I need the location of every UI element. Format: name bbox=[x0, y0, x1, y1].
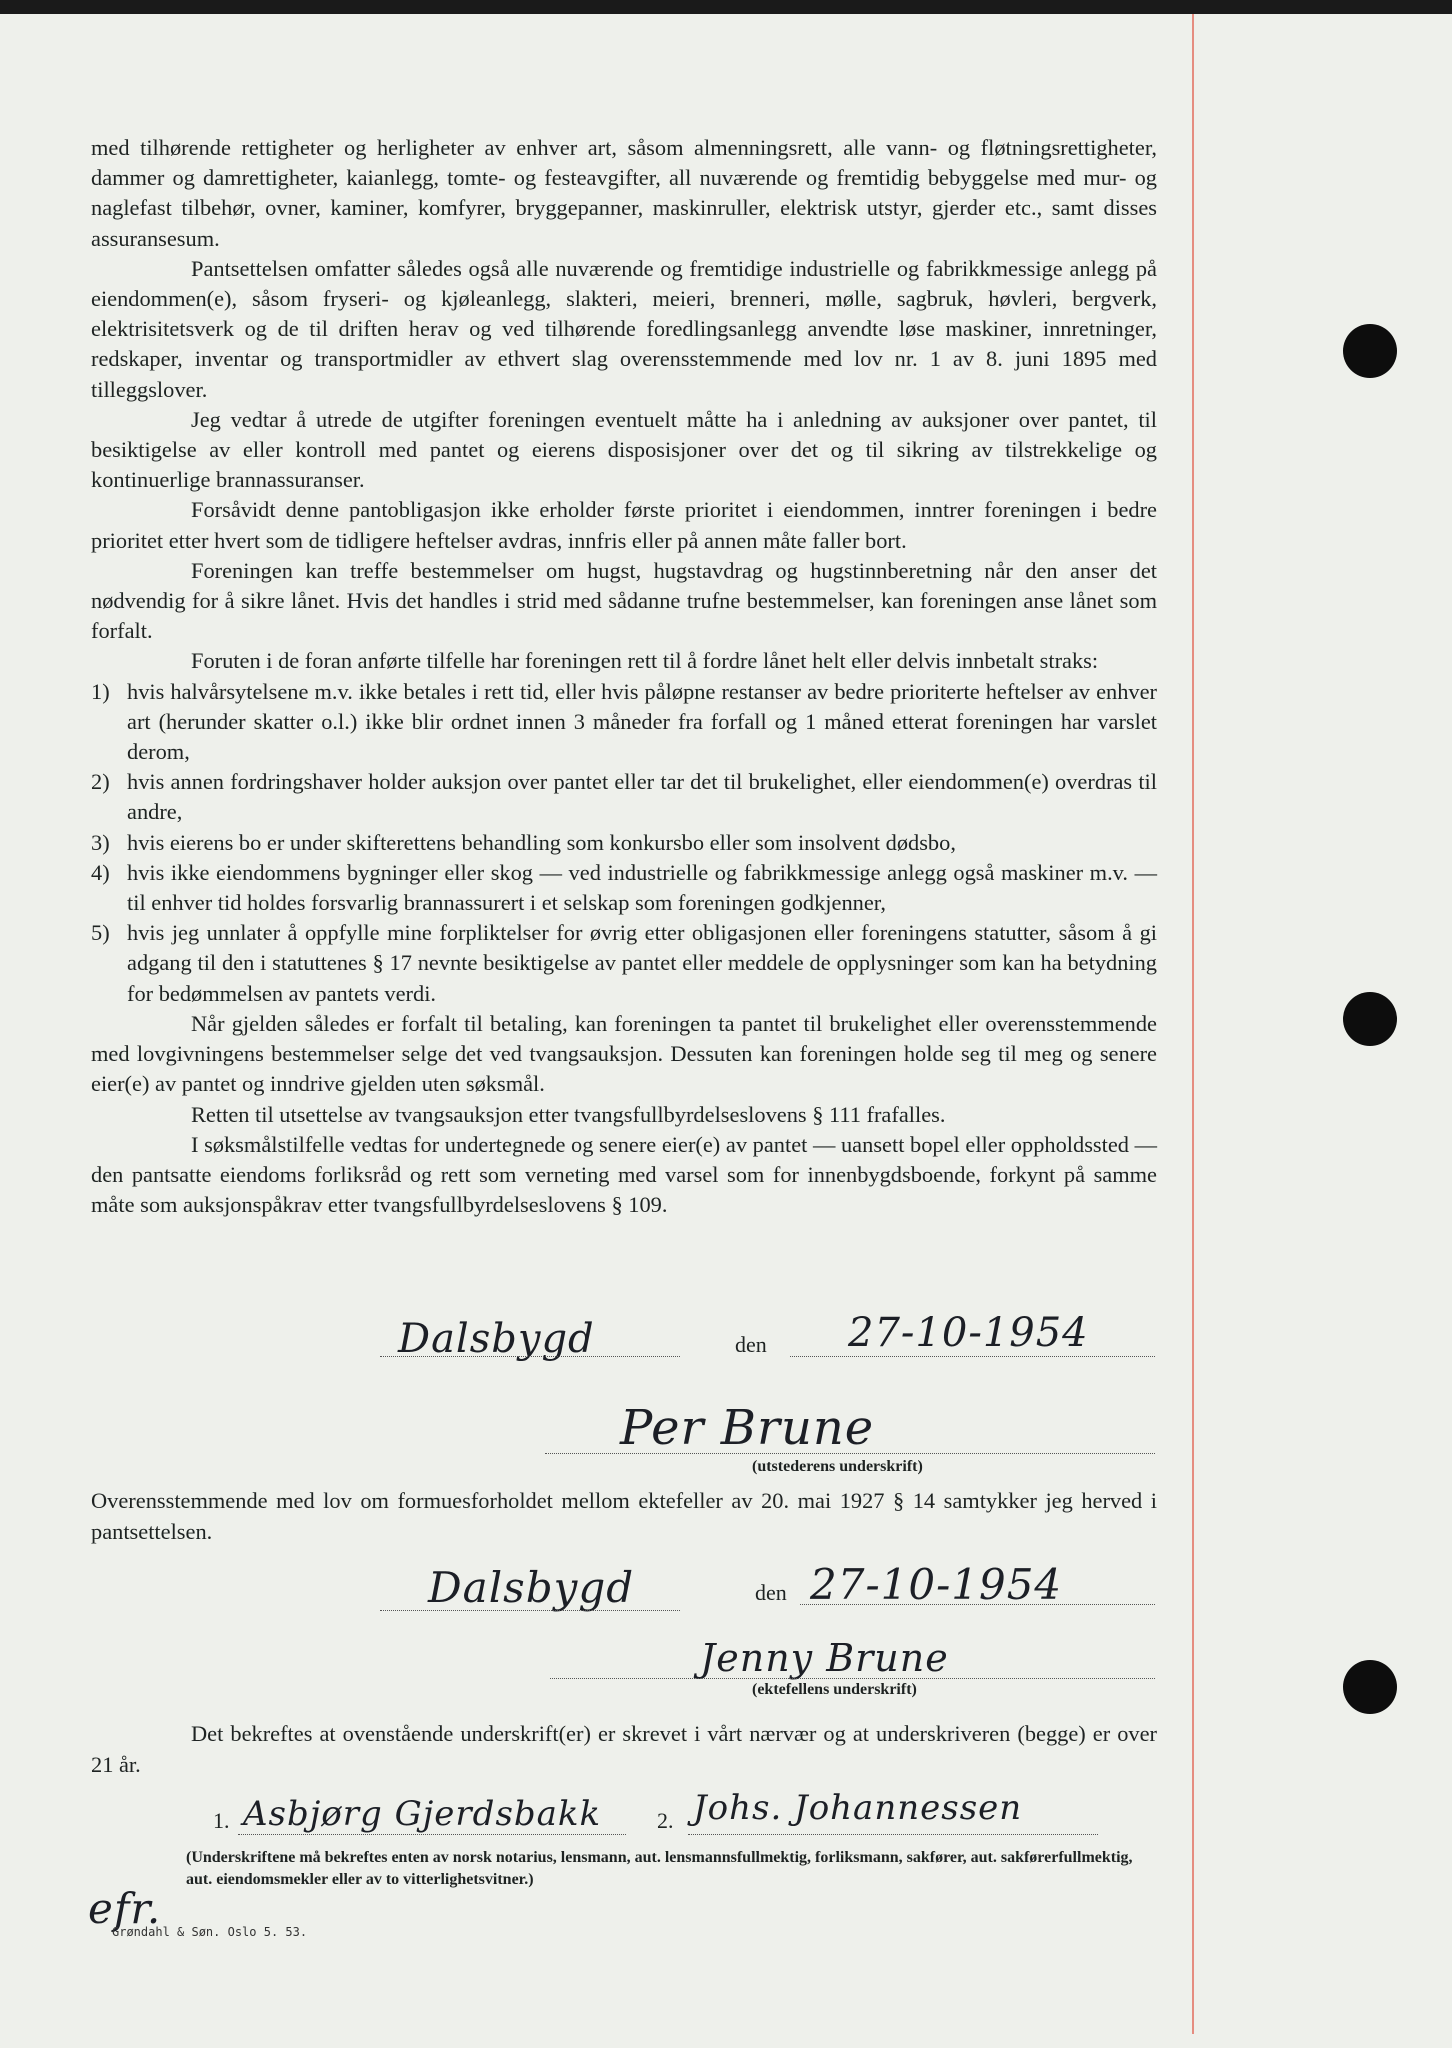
consent-paragraph: Overensstemmende med lov om formuesforholdet mellom ektefeller av 20. mai 1927 § 14 samtykker jeg herved i pantsettelsen. bbox=[91, 1488, 1157, 1544]
date-line bbox=[790, 1356, 1155, 1357]
list-text: hvis eierens bo er under skifterettens behandling som konkursbo eller som insolvent dødsbo, bbox=[127, 829, 956, 855]
date-handwritten: 27-10-1954 bbox=[848, 1310, 1089, 1356]
list-text: hvis ikke eiendommens bygninger eller skog — ved industrielle og fabrikkmessige anlegg også maskiner m.v. — til enhver tid holdes forsvarlig brannassurert i et selskap som foreningen godkjenner, bbox=[127, 859, 1157, 916]
printer-imprint: Grøndahl & Søn. Oslo 5. 53. bbox=[112, 1925, 308, 1939]
body-text bbox=[91, 133, 1157, 1220]
issuer-signature: Per Brune bbox=[620, 1400, 875, 1456]
spouse-signature: Jenny Brune bbox=[700, 1636, 949, 1680]
den-label: den bbox=[735, 1332, 767, 1357]
issuer-signature-caption: (utstederens underskrift) bbox=[752, 1458, 923, 1475]
witness-2-number: 2. bbox=[657, 1808, 674, 1833]
paragraph: Pantsettelsen omfatter således også alle nuværende og fremtidige industrielle og fabrikkmessige anlegg på eiendommen(e), såsom fryseri- og kjøleanlegg, slakteri, meieri, brenneri, mølle, sagbruk, høvleri, bergverk, elektrisitetsverk og de til driften herav og ved tilhørende foredlingsanlegg anvendte løse maskiner, innretninger, redskaper, inventar og transportmidler av ethvert slag overensstemmende med lov nr. 1 av 8. juni 1895 med tilleggslover. bbox=[91, 255, 1157, 402]
paragraph: Når gjelden således er forfalt til betaling, kan foreningen ta pantet til brukelighet eller overensstemmende med lovgivningens bestemmelser selge det ved tvangsauksjon. Dessuten kan foreningen holde seg til meg og senere eier(e) av pantet og inndrive gjelden uten søksmål. bbox=[91, 1010, 1157, 1097]
punch-hole-icon bbox=[1343, 1660, 1397, 1714]
list-item bbox=[91, 858, 1157, 918]
list-text: hvis annen fordringshaver holder auksjon over pantet eller tar det til brukelighet, eller eiendommen(e) overdras til andre, bbox=[127, 769, 1157, 825]
witness-1-number: 1. bbox=[213, 1808, 230, 1833]
list-item bbox=[91, 918, 1157, 1009]
list-number: 2) bbox=[91, 769, 110, 795]
spouse-signature-caption: (ektefellens underskrift) bbox=[752, 1681, 917, 1698]
list-item bbox=[91, 828, 1157, 858]
certification-note: (Underskriftene må bekreftes enten av norsk notarius, lensmann, aut. lensmannsfullmektig, forliksmann, sakfører, aut. sakførerfullmektig, aut. eiendomsmekler eller av to vitterlighetsvitner.) bbox=[186, 1849, 1133, 1888]
paragraph: Retten til utsettelse av tvangsauksjon etter tvangsfullbyrdelseslovens § 111 frafalles. bbox=[191, 1101, 946, 1127]
paragraph: Jeg vedtar å utrede de utgifter foreningen eventuelt måtte ha i anledning av auksjoner over pantet, til besiktigelse av eller kontroll med pantet og eierens disposisjoner over det og til sikring av tilstrekkelige og kontinuerlige brannassuranser. bbox=[91, 406, 1157, 493]
punch-hole-icon bbox=[1343, 324, 1397, 378]
list-item bbox=[91, 767, 1157, 827]
punch-hole-icon bbox=[1343, 992, 1397, 1046]
signature-line bbox=[550, 1678, 1155, 1679]
list-number: 1) bbox=[91, 678, 110, 704]
place-handwritten: Dalsbygd bbox=[428, 1563, 635, 1612]
date-handwritten: 27-10-1954 bbox=[810, 1560, 1063, 1609]
margin-rule bbox=[1192, 14, 1194, 2034]
margin-initials: efr. bbox=[88, 1884, 162, 1933]
witness-2-line bbox=[688, 1834, 1098, 1835]
scan-top-edge bbox=[0, 0, 1452, 14]
paragraph: Forsåvidt denne pantobligasjon ikke erholder første prioritet i eiendommen, inntrer foreningen i bedre prioritet etter hvert som de tidligere heftelser avdras, innfris eller på annen måte faller bort. bbox=[91, 497, 1157, 553]
list-number: 3) bbox=[91, 829, 110, 855]
list-text: hvis jeg unnlater å oppfylle mine forpliktelser for øvrig etter obligasjonen eller foreningens statutter, såsom å gi adgang til den i statuttenes § 17 nevnte besiktigelse av pantet eller meddele de opplysninger som kan ha betydning for bedømmelsen av pantets verdi. bbox=[127, 920, 1157, 1006]
den-label: den bbox=[755, 1580, 787, 1605]
witness-2-signature: Johs. Johannessen bbox=[693, 1788, 1023, 1828]
place-line bbox=[380, 1610, 680, 1611]
date-line bbox=[800, 1604, 1155, 1605]
list-item bbox=[91, 677, 1157, 768]
paragraph: Foreningen kan treffe bestemmelser om hugst, hugstavdrag og hugstinnberetning når den anser det nødvendig for å sikre lånet. Hvis det handles i strid med sådanne trufne bestemmelser, kan foreningen anse lånet som forfalt. bbox=[91, 557, 1157, 644]
signature-line bbox=[545, 1453, 1155, 1454]
list-number: 5) bbox=[91, 920, 110, 946]
paragraph: med tilhørende rettigheter og herligheter av enhver art, såsom almenningsrett, alle vann- og fløtningsrettigheter, dammer og damrettigheter, kaianlegg, tomte- og festeavgifter, all nuværende og fremtidig bebyggelse med mur- og naglefast tilbehør, ovner, kaminer, komfyrer, bryggepanner, maskinruller, elektrisk utstyr, gjerder etc., samt disses assuransesum. bbox=[91, 135, 1157, 251]
list-number: 4) bbox=[91, 859, 110, 885]
witness-paragraph: Det bekreftes at ovenstående underskrift(er) er skrevet i vårt nærvær og at underskriveren (begge) er over 21 år. bbox=[91, 1721, 1157, 1777]
place-line bbox=[380, 1356, 680, 1357]
list-text: hvis halvårsytelsene m.v. ikke betales i rett tid, eller hvis påløpne restanser av bedre prioriterte heftelser av enhver art (herunder skatter o.l.) ikke blir ordnet innen 3 måneder fra forfall og 1 måned etterat foreningen har varslet derom, bbox=[127, 678, 1157, 765]
witness-1-line bbox=[238, 1834, 626, 1835]
witness-1-signature: Asbjørg Gjerdsbakk bbox=[243, 1794, 602, 1834]
paragraph: I søksmålstilfelle vedtas for undertegnede og senere eier(e) av pantet — uansett bopel eller oppholdssted — den pantsatte eiendoms forliksråd og rett som verneting med varsel som for innenbygdsboende, forkynt på samme måte som auksjonspåkrav etter tvangsfullbyrdelseslovens § 109. bbox=[91, 1131, 1157, 1218]
paragraph: Foruten i de foran anførte tilfelle har foreningen rett til å fordre lånet helt eller delvis innbetalt straks: bbox=[191, 648, 1099, 674]
place-handwritten: Dalsbygd bbox=[398, 1316, 595, 1362]
